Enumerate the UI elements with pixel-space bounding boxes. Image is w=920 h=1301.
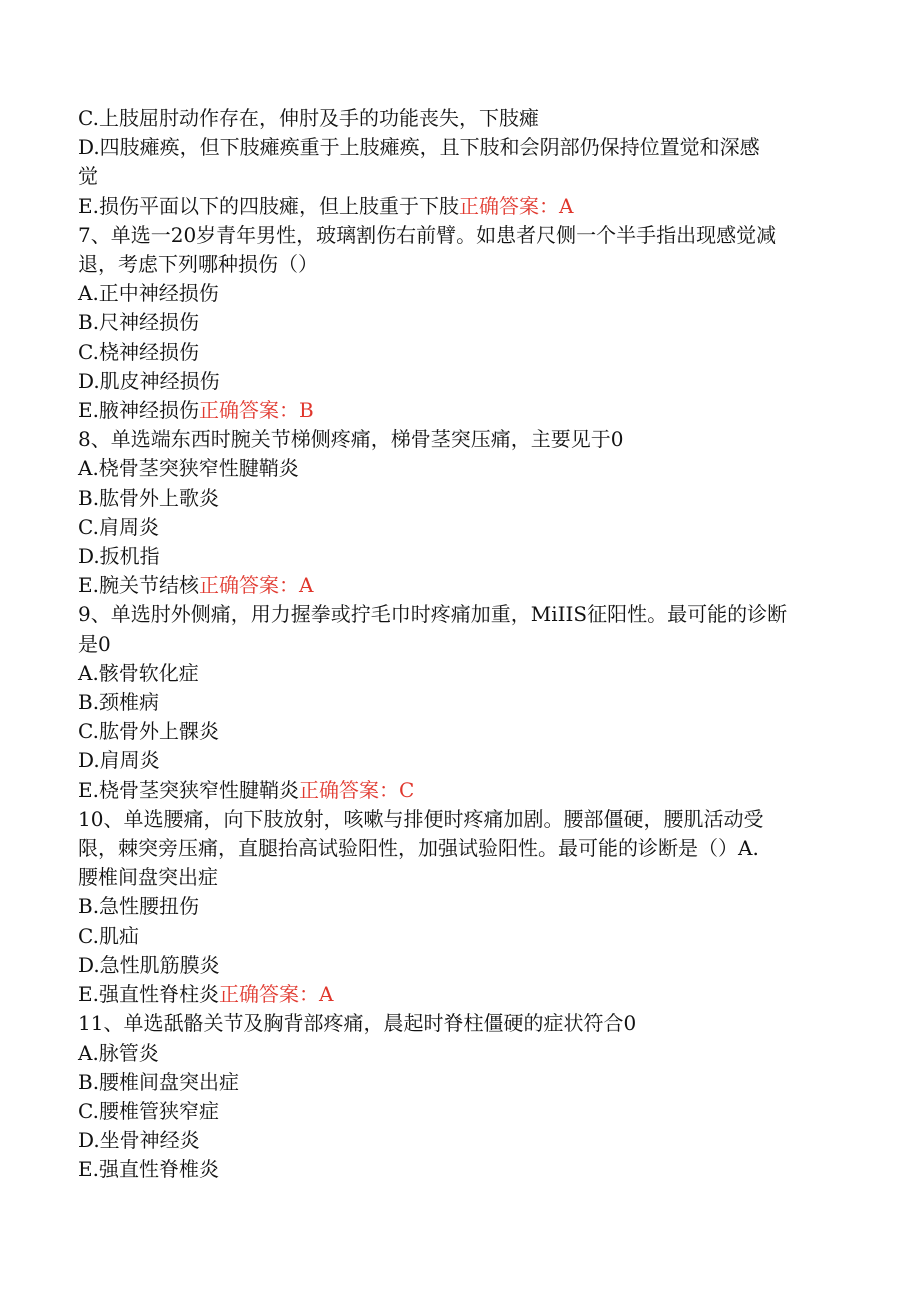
text-line <box>78 221 848 250</box>
text-line <box>78 192 848 221</box>
correct-answer-label: 正确答案：C <box>298 777 415 802</box>
text-line <box>78 454 848 483</box>
text-line <box>78 1068 848 1097</box>
line-text: D.肩周炎 <box>78 748 160 773</box>
line-text: D.四肢瘫痪，但下肢瘫痪重于上肢瘫痪，且下肢和会阴部仍保持位置觉和深感 <box>78 135 760 160</box>
text-line <box>78 688 848 717</box>
line-text: E.腋神经损伤 <box>78 398 199 423</box>
text-line <box>78 1009 848 1038</box>
line-text: A.骸骨软化症 <box>78 660 199 685</box>
line-text: B.尺神经损伤 <box>78 310 200 335</box>
line-text: 11、单选舐骼关节及胸背部疼痛，晨起时脊柱僵硬的症状符合0 <box>78 1011 637 1036</box>
line-text: C.桡神经损伤 <box>78 339 199 364</box>
line-text: 是0 <box>78 631 111 656</box>
text-line <box>78 1155 848 1184</box>
document-page <box>78 104 848 1185</box>
line-text: D.肌皮神经损伤 <box>78 368 220 393</box>
text-line <box>78 162 848 191</box>
line-text: C.腰椎管狭窄症 <box>78 1098 219 1123</box>
text-line <box>78 834 848 863</box>
text-line <box>78 776 848 805</box>
text-line <box>78 571 848 600</box>
line-text: C.肱骨外上髁炎 <box>78 719 219 744</box>
line-text: 退，考虑下列哪种损伤（） <box>78 252 318 277</box>
line-text: C.肩周炎 <box>78 514 159 539</box>
line-text: 10、单选腰痛，向下肢放射，咳嗽与排便时疼痛加剧。腰部僵硬，腰肌活动受 <box>78 806 764 831</box>
line-text: E.桡骨茎突狭窄性腱鞘炎 <box>78 777 299 802</box>
text-line <box>78 600 848 629</box>
text-line <box>78 250 848 279</box>
text-line <box>78 630 848 659</box>
text-line <box>78 367 848 396</box>
line-text: 觉 <box>78 164 98 189</box>
text-line <box>78 484 848 513</box>
line-text: C.肌疝 <box>78 923 139 948</box>
line-text: E.强直性脊柱炎 <box>78 982 219 1007</box>
line-text: E.损伤平面以下的四肢瘫，但上肢重于下肢 <box>78 193 459 218</box>
correct-answer-label: 正确答案：A <box>198 573 314 598</box>
text-line <box>78 980 848 1009</box>
text-line <box>78 922 848 951</box>
text-line <box>78 104 848 133</box>
text-line <box>78 746 848 775</box>
text-line <box>78 805 848 834</box>
text-line <box>78 542 848 571</box>
line-text: 7、单选一20岁青年男性，玻璃割伤右前臂。如患者尺侧一个半手指出现感觉减 <box>78 222 777 247</box>
correct-answer-label: 正确答案：A <box>218 982 334 1007</box>
text-line <box>78 863 848 892</box>
text-line <box>78 1097 848 1126</box>
text-line <box>78 1126 848 1155</box>
line-text: A.正中神经损伤 <box>78 281 219 306</box>
text-line <box>78 308 848 337</box>
text-line <box>78 133 848 162</box>
line-text: 8、单选端东西时腕关节梯侧疼痛，梯骨茎突压痛，主要见于0 <box>78 427 624 452</box>
line-text: 限，棘突旁压痛，直腿抬高试验阳性，加强试验阳性。最可能的诊断是（）A. <box>78 836 759 861</box>
line-text: B.肱骨外上歌炎 <box>78 485 220 510</box>
text-line <box>78 396 848 425</box>
line-text: B.颈椎病 <box>78 690 160 715</box>
line-text: 腰椎间盘突出症 <box>78 865 218 890</box>
line-text: E.腕关节结核 <box>78 573 199 598</box>
line-text: E.强直性脊椎炎 <box>78 1157 219 1182</box>
text-line <box>78 717 848 746</box>
text-line <box>78 279 848 308</box>
line-text: A.脉管炎 <box>78 1040 159 1065</box>
text-line <box>78 338 848 367</box>
text-line <box>78 513 848 542</box>
line-text: C.上肢屈肘动作存在，伸肘及手的功能丧失，下肢瘫 <box>78 106 539 130</box>
correct-answer-label: 正确答案：B <box>198 398 314 423</box>
line-text: 9、单选肘外侧痛，用力握拳或拧毛巾时疼痛加重，MiIIS征阳性。最可能的诊断 <box>78 602 788 627</box>
text-line <box>78 951 848 980</box>
line-text: B.急性腰扭伤 <box>78 894 200 919</box>
text-line <box>78 659 848 688</box>
text-line <box>78 1039 848 1068</box>
line-text: D.坐骨神经炎 <box>78 1128 200 1153</box>
line-text: B.腰椎间盘突出症 <box>78 1069 240 1094</box>
line-text: D.急性肌筋膜炎 <box>78 952 220 977</box>
text-line <box>78 425 848 454</box>
line-text: D.扳机指 <box>78 544 160 569</box>
text-line <box>78 892 848 921</box>
correct-answer-label: 正确答案：A <box>458 193 574 218</box>
line-text: A.桡骨茎突狭窄性腱鞘炎 <box>78 456 299 481</box>
